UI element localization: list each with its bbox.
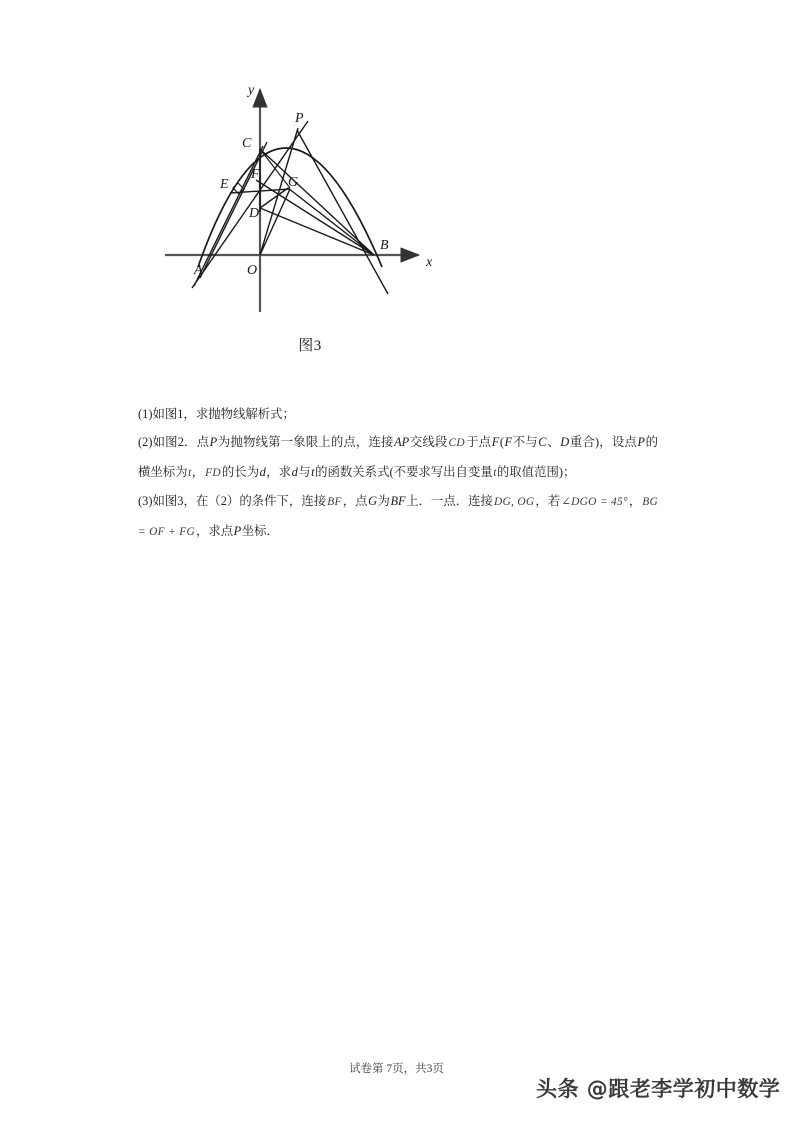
point-label-D: D (249, 206, 260, 221)
point-label-E: E (220, 177, 229, 192)
math-run: CD (448, 437, 465, 450)
text-run: 的长为 (221, 464, 260, 479)
line-og (260, 189, 290, 255)
text-run: ，点 (342, 494, 368, 509)
text-run: (2)如图2．点 (138, 435, 210, 450)
text-run: (1)如图1，求抛物线解析式； (138, 407, 295, 421)
text-run: ( (499, 435, 504, 450)
figure-caption: 图3 (298, 338, 322, 354)
math-run: t (493, 466, 497, 479)
text-run: 不与 (512, 435, 538, 450)
text-run: 与 (298, 464, 311, 479)
math-run: P (637, 435, 645, 450)
text-run: 、 (547, 435, 560, 450)
point-label-O: O (247, 263, 258, 278)
text-run: 于点 (465, 435, 492, 450)
axis-label-y: y (248, 83, 255, 98)
math-run: P (209, 435, 218, 450)
line-pb (297, 130, 388, 294)
page-footer: 试卷第 7页，共3页 (349, 1063, 444, 1075)
math-run: BF (390, 494, 406, 509)
text-run: 为抛物线第一象限上的点，连接 (217, 435, 394, 450)
problem-item-3 (138, 487, 658, 546)
line-fb (256, 180, 374, 255)
problem-item-1 (138, 400, 658, 428)
math-run: t (188, 466, 192, 479)
text-run: ， (628, 494, 642, 509)
problem-item-2 (138, 428, 658, 487)
math-run: DG, OG (493, 496, 535, 509)
math-run: F (491, 435, 500, 450)
figure-3 (130, 62, 490, 372)
text-run: ，求点 (195, 523, 234, 538)
math-run: D (560, 435, 570, 450)
text-run: ，若 (535, 494, 561, 509)
math-run: d (291, 464, 298, 479)
text-run: 的横坐标为 (138, 435, 659, 479)
point-label-P: P (295, 111, 304, 126)
math-run: C (538, 435, 547, 450)
geometry-diagram (130, 62, 490, 342)
problem-statement (138, 400, 658, 546)
watermark-brand: 头条 @跟老李学初中数学 (536, 1077, 781, 1101)
parabola-curve (198, 148, 382, 267)
text-run: 的取值范围)； (496, 464, 576, 479)
math-run: ∠DGO = 45° (561, 496, 628, 509)
math-run: t (311, 464, 315, 479)
text-run: ，求 (266, 464, 292, 479)
text-run: 交线段 (409, 435, 448, 450)
math-run: FD (205, 466, 221, 479)
point-label-A: A (194, 263, 203, 278)
point-label-C: C (242, 136, 252, 151)
text-run: ， (191, 464, 205, 479)
text-run: 的函数关系式(不要求写出自变量 (315, 464, 493, 479)
math-run: d (259, 464, 266, 479)
math-run: P (233, 523, 242, 538)
point-label-G: G (288, 175, 299, 190)
math-run: BG = OF + FG (138, 496, 659, 538)
axis-label-x: x (426, 255, 433, 270)
math-run: G (368, 494, 378, 509)
text-run: 重合)，设点 (569, 435, 637, 450)
text-run: 上．一点．连接 (406, 494, 493, 509)
math-run: F (504, 435, 513, 450)
text-run: (3)如图3，在（2）的条件下，连接 (138, 494, 327, 509)
math-run: BF (327, 496, 342, 509)
math-run: AP (394, 435, 410, 450)
text-run: 坐标． (241, 523, 279, 538)
point-label-F: F (251, 167, 260, 182)
point-label-B: B (380, 238, 389, 253)
text-run: 为 (377, 494, 390, 509)
